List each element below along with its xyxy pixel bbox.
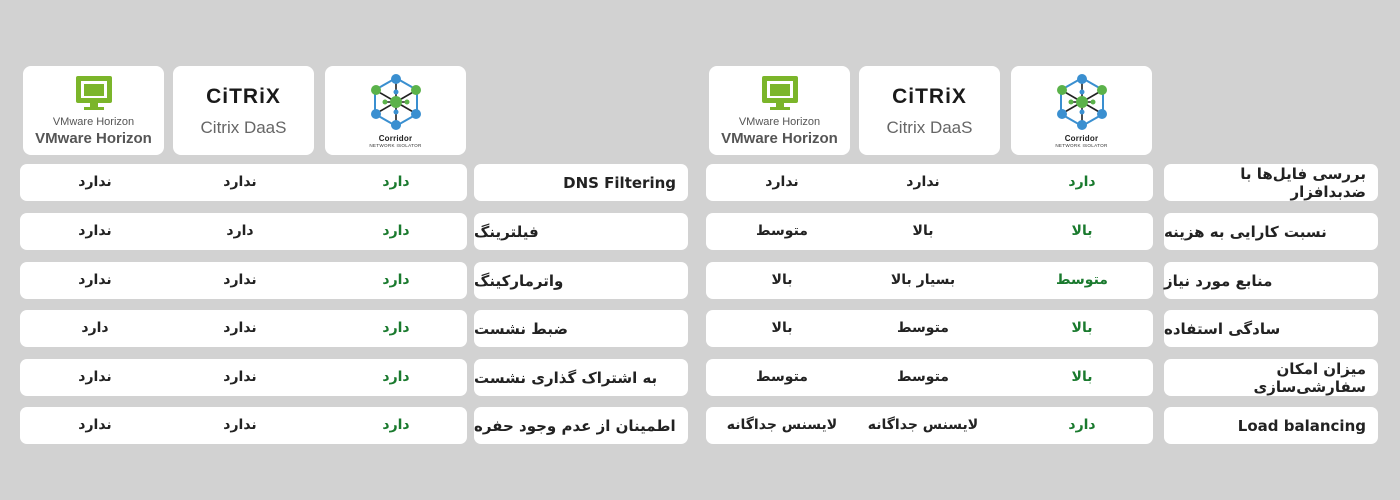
vmware-monitor-icon <box>761 75 799 111</box>
feature-label: واترمارکینگ <box>474 262 688 299</box>
corridor-value: دارد <box>382 417 410 433</box>
corridor-value: دارد <box>382 320 410 336</box>
table-row <box>20 164 467 201</box>
citrix-value: ندارد <box>223 417 257 433</box>
citrix-subtitle: Citrix DaaS <box>886 117 973 137</box>
vmware-logo-text: VMware Horizon <box>721 130 838 147</box>
feature-label: سادگی استفاده <box>1164 310 1378 347</box>
vmware-logo-card <box>709 66 850 155</box>
corridor-logo-text: Corridor <box>1064 134 1099 144</box>
citrix-logo-text: CiTRiX <box>206 84 281 108</box>
vmware-value: متوسط <box>756 223 808 239</box>
vmware-value: لایسنس جداگانه <box>726 417 838 433</box>
vmware-logo-small-text: VMware Horizon <box>738 116 821 128</box>
table-row <box>20 310 467 347</box>
citrix-value: دارد <box>226 223 254 239</box>
feature-label: ضبط نشست <box>474 310 688 347</box>
vmware-value: ندارد <box>78 174 112 190</box>
corridor-value: متوسط <box>1056 272 1108 288</box>
feature-label: Load balancing <box>1164 407 1378 444</box>
citrix-value: ندارد <box>223 369 257 385</box>
table-row <box>20 213 467 250</box>
table-row <box>706 262 1153 299</box>
feature-label: نسبت کارایی به هزینه <box>1164 213 1378 250</box>
feature-label: منابع مورد نیاز <box>1164 262 1378 299</box>
vmware-logo-text: VMware Horizon <box>35 130 152 147</box>
citrix-subtitle: Citrix DaaS <box>200 117 287 137</box>
vmware-monitor-icon <box>75 75 113 111</box>
vmware-logo-card <box>23 66 164 155</box>
citrix-value: بالا <box>912 223 934 239</box>
citrix-value: متوسط <box>897 369 949 385</box>
corridor-value: بالا <box>1071 320 1093 336</box>
table-row <box>706 213 1153 250</box>
corridor-value: دارد <box>1068 417 1096 433</box>
feature-label: DNS Filtering <box>474 164 688 201</box>
citrix-value: ندارد <box>223 320 257 336</box>
feature-label: فیلترینگ <box>474 213 688 250</box>
corridor-value: دارد <box>1068 174 1096 190</box>
citrix-value: لایسنس جداگانه <box>867 417 979 433</box>
table-row <box>20 262 467 299</box>
table-row <box>706 164 1153 201</box>
corridor-logo-text: Corridor <box>378 134 413 144</box>
citrix-value: ندارد <box>906 174 940 190</box>
vmware-value: دارد <box>81 320 109 336</box>
feature-label: به اشتراک گذاری نشست <box>474 359 688 396</box>
vmware-value: ندارد <box>78 417 112 433</box>
feature-label: اطمینان از عدم وجود حفره <box>474 407 688 444</box>
vmware-value: ندارد <box>78 223 112 239</box>
corridor-value: دارد <box>382 174 410 190</box>
vmware-value: متوسط <box>756 369 808 385</box>
corridor-value: بالا <box>1071 223 1093 239</box>
citrix-value: ندارد <box>223 272 257 288</box>
vmware-value: ندارد <box>765 174 799 190</box>
feature-label: بررسی فایل‌ها با ضدبدافزار <box>1164 164 1378 201</box>
corridor-value: دارد <box>382 369 410 385</box>
table-row <box>706 407 1153 444</box>
citrix-value: ندارد <box>223 174 257 190</box>
corridor-logo-tagline: NETWORK ISOLATOR <box>1055 143 1108 149</box>
corridor-logo-card <box>1011 66 1152 155</box>
corridor-logo-tagline: NETWORK ISOLATOR <box>369 143 422 149</box>
citrix-value: بسیار بالا <box>890 272 956 288</box>
vmware-value: ندارد <box>78 272 112 288</box>
citrix-logo-card <box>859 66 1000 155</box>
corridor-hexagon-network-icon <box>1051 72 1113 134</box>
vmware-value: بالا <box>771 320 793 336</box>
corridor-value: دارد <box>382 272 410 288</box>
citrix-logo-text: CiTRiX <box>892 84 967 108</box>
citrix-value: متوسط <box>897 320 949 336</box>
vmware-value: بالا <box>771 272 793 288</box>
vmware-value: ندارد <box>78 369 112 385</box>
vmware-logo-small-text: VMware Horizon <box>52 116 135 128</box>
corridor-logo-card <box>325 66 466 155</box>
citrix-logo-card <box>173 66 314 155</box>
table-row <box>706 359 1153 396</box>
corridor-hexagon-network-icon <box>365 72 427 134</box>
corridor-value: دارد <box>382 223 410 239</box>
corridor-value: بالا <box>1071 369 1093 385</box>
feature-label: میزان امکان سفارشی‌سازی <box>1164 359 1378 396</box>
table-row <box>706 310 1153 347</box>
table-row <box>20 407 467 444</box>
table-row <box>20 359 467 396</box>
